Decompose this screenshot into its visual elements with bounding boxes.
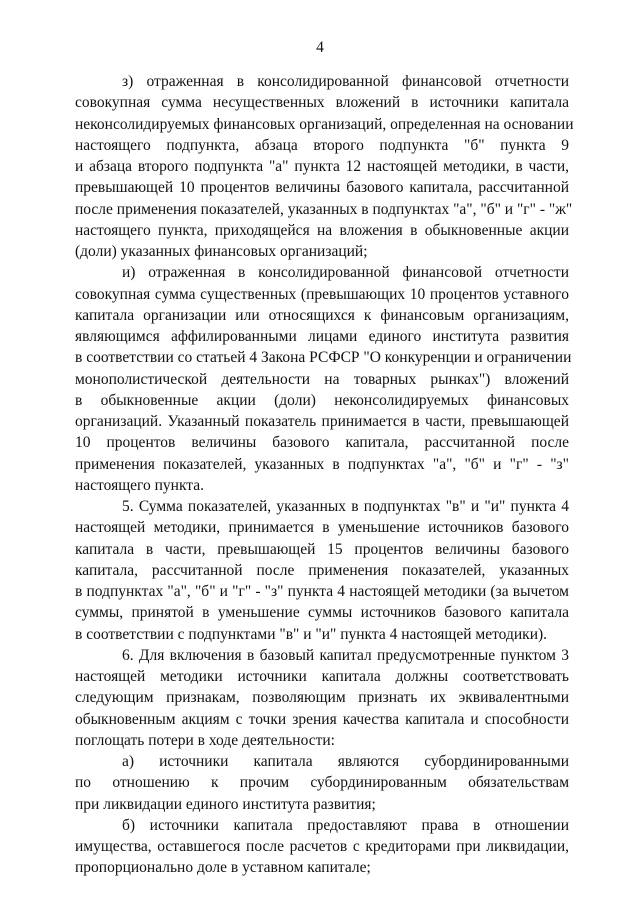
text-line: и абзаца второго подпункта "а" пункта 12 настоящей методики, в части, [75,158,569,175]
text-line: совокупная сумма существенных (превышающих 10 процентов уставного [75,285,569,303]
text-line: капитала организации или относящихся к финансовым организациям, [75,306,569,324]
paragraph [75,751,569,815]
paragraph [75,496,569,645]
text-line: монополистической деятельности на товарных рынках") вложений [75,370,569,388]
text-line: совокупная сумма несущественных вложений в источники капитала [75,94,569,112]
text-line: настоящей методики, принимается в уменьшение источников базового [75,519,569,537]
text-line: б) источники капитала предоставляют права в отношении [122,816,569,834]
text-line: в обыкновенные акции (доли) неконсолидируемых финансовых [75,391,569,409]
text-line: в соответствии со статьей 4 Закона РСФСР "О конкуренции и ограничении [75,349,572,367]
text-line: после применения показателей, указанных в подпунктах "а", "б" и "г" - "ж" [75,200,573,218]
paragraph [75,815,569,879]
text-line: настоящего пункта. [75,476,205,494]
text-line: неконсолидируемых финансовых организаций, определенная на основании [75,115,574,133]
paragraph [75,262,572,496]
text-line: в подпунктах "а", "б" и "г" - "з" пункта 4 настоящей методики (за вычетом [75,583,569,600]
text-line: а) источники капитала являются субординированными [122,753,569,770]
document-body [75,71,574,879]
text-line: имущества, оставшегося после расчетов с кредиторами при ликвидации, [75,838,569,855]
text-line: настоящей методики источники капитала должны соответствовать [75,668,569,685]
text-line: организаций. Указанный показатель принимается в части, превышающей [75,413,569,430]
text-line: следующим признакам, позволяющим признать их эквивалентными [75,689,569,707]
page-number: 4 [316,39,324,56]
text-line: капитала, рассчитанной после применения показателей, указанных [75,561,569,579]
text-line: 5. Сумма показателей, указанных в подпунктах "в" и "и" пункта 4 [122,498,569,515]
text-line: применения показателей, указанных в подпунктах "а", "б" и "г" - "з" [75,455,569,473]
paragraph [75,645,569,751]
text-line: при ликвидации единого института развития; [75,795,376,813]
text-line: в соответствии с подпунктами "в" и "и" пункта 4 настоящей методики). [75,625,548,643]
text-line: настоящего пункта, приходящейся на вложения в обыкновенные акции [75,221,569,239]
text-line: 10 процентов величины базового капитала, рассчитанной после [75,434,569,452]
text-line: з) отраженная в консолидированной финансовой отчетности [122,73,569,90]
text-line: капитала в части, превышающей 15 процентов величины базового [75,540,569,558]
paragraph [75,71,574,262]
text-line: поглощать потери в ходе деятельности: [75,731,335,749]
text-line: настоящего подпункта, абзаца второго подпункта "б" пункта 9 [75,136,569,154]
text-line: по отношению к прочим субординированным обязательствам [75,774,569,792]
text-line: обыкновенным акциям с точки зрения качества капитала и способности [75,710,569,728]
text-line: и) отраженная в консолидированной финансовой отчетности [122,264,569,282]
text-line: 6. Для включения в базовый капитал предусмотренные пунктом 3 [122,646,569,664]
text-line: суммы, принятой в уменьшение суммы источников базового капитала [75,604,569,622]
text-line: (доли) указанных финансовых организаций; [75,243,368,260]
text-line: являющимся аффилированными лицами единого института развития [75,328,569,345]
text-line: пропорционально доле в уставном капитале; [75,859,371,877]
text-line: превышающей 10 процентов величины базового капитала, рассчитанной [75,179,569,197]
